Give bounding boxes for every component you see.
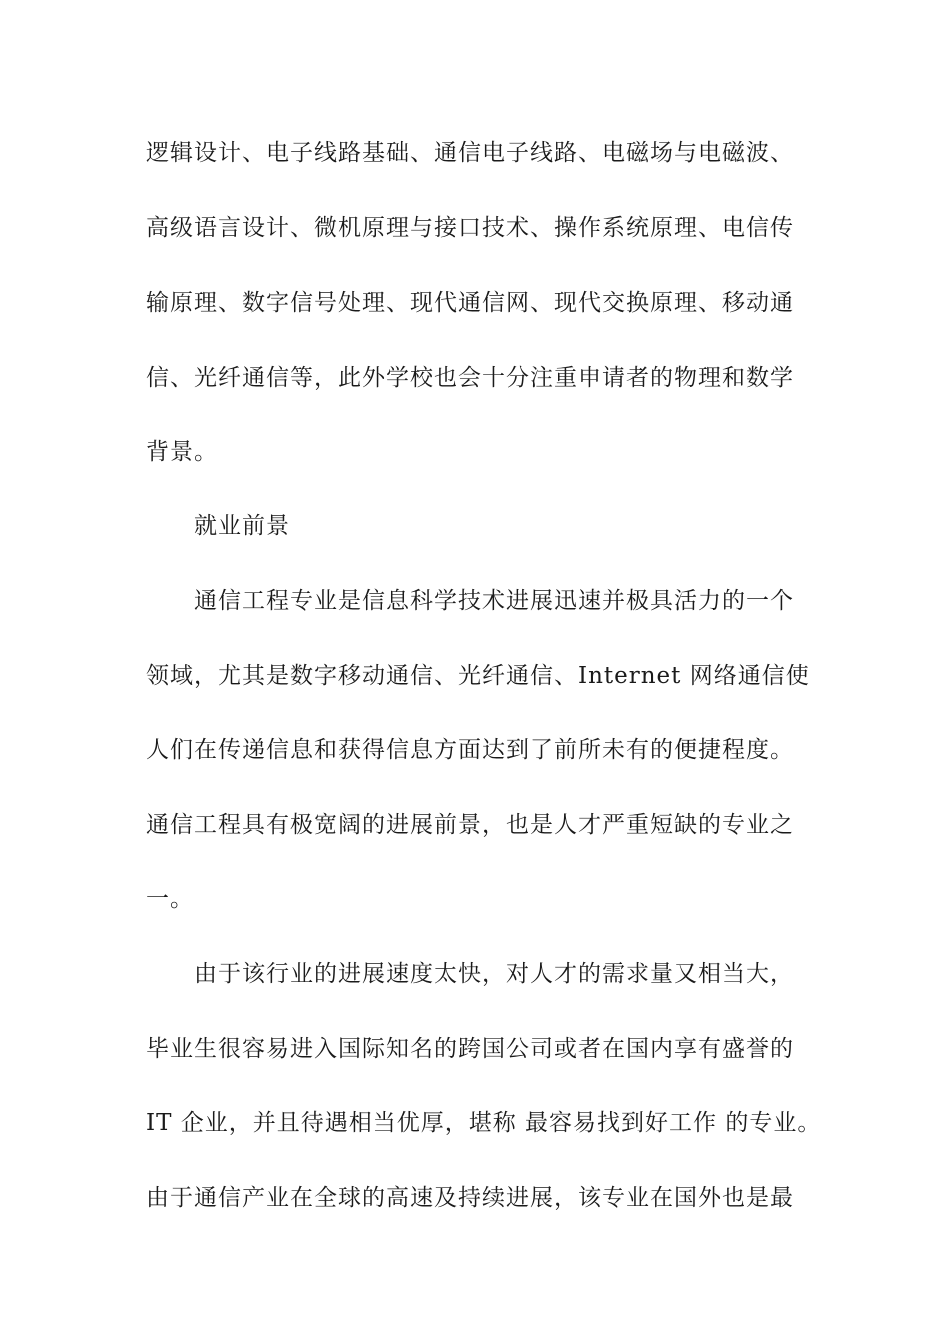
text-line: 毕业生很容易进入国际知名的跨国公司或者在国内享有盛誉的 [146, 1036, 794, 1062]
text-line: IT 企业，并且待遇相当优厚，堪称 最容易找到好工作 的专业。 [146, 1110, 822, 1136]
text-line: 逻辑设计、电子线路基础、通信电子线路、电磁场与电磁波、 [146, 140, 794, 166]
text-line: 一。 [146, 886, 194, 912]
section-heading: 就业前景 [194, 513, 290, 539]
text-line: 由于该行业的进展速度太快，对人才的需求量又相当大， [194, 961, 794, 987]
text-line: 领域，尤其是数字移动通信、光纤通信、Internet 网络通信使 [146, 663, 810, 689]
text-line: 人们在传递信息和获得信息方面达到了前所未有的便捷程度。 [146, 737, 794, 763]
text-line: 通信工程专业是信息科学技术进展迅速并极具活力的一个 [194, 588, 794, 614]
text-line: 信、光纤通信等，此外学校也会十分注重申请者的物理和数学 [146, 365, 794, 391]
text-line: 高级语言设计、微机原理与接口技术、操作系统原理、电信传 [146, 215, 794, 241]
text-line: 输原理、数字信号处理、现代通信网、现代交换原理、移动通 [146, 290, 794, 316]
text-line: 通信工程具有极宽阔的进展前景，也是人才严重短缺的专业之 [146, 812, 794, 838]
text-line: 由于通信产业在全球的高速及持续进展，该专业在国外也是最 [146, 1185, 794, 1211]
text-line: 背景。 [146, 439, 218, 465]
